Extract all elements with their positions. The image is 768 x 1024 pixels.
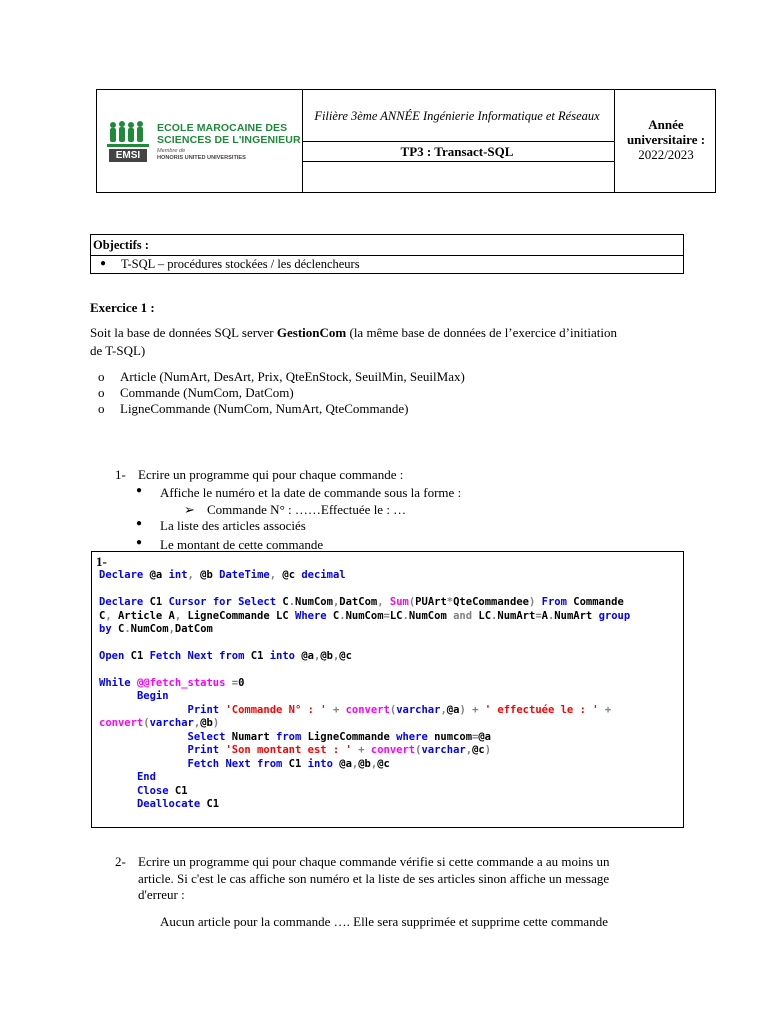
code-number: 1-: [96, 554, 107, 569]
exercice-intro: [90, 325, 617, 341]
q2-error-message: Aucun article pour la commande …. Elle sera supprimée et supprime cette commande: [160, 914, 608, 929]
code-line: Declare @a int, @b DateTime, @c decimal: [99, 569, 346, 581]
code-line: Fetch Next from C1 into @a,@b,@c: [187, 758, 390, 770]
logo-acronym: EMSI: [115, 150, 141, 161]
arrow-bullet-icon: ➢: [184, 502, 195, 517]
code-line: End: [136, 771, 156, 783]
q1-bullet2: La liste des articles associés: [160, 518, 306, 533]
code-line: Print 'Son montant est : ' + convert(varchar,@c): [187, 744, 492, 756]
code-line: Declare C1 Cursor for Select C.NumCom,DatCom, Sum(PUArt*QteCommandee) From Commande: [99, 596, 624, 608]
code-line: Print 'Commande N° : ' + convert(varchar,@a) + ' effectuée le : ' +: [187, 704, 612, 716]
exercice-intro-line2: de T-SQL): [90, 343, 146, 358]
code-line: Select Numart from LigneCommande where numcom=@a: [187, 731, 492, 743]
code-line: C, Article A, LigneCommande LC Where C.NumCom=LC.NumCom and LC.NumArt=A.NumArt group: [99, 610, 631, 622]
table-commande: Commande (NumCom, DatCom): [120, 385, 294, 400]
code-line: by C.NumCom,DatCom: [99, 623, 213, 635]
academic-year-value: 2022/2023: [638, 147, 694, 162]
code-line: Deallocate C1: [136, 798, 220, 810]
filiere-label: Filière 3ème ANNÉE Ingénierie Informatique et Réseaux: [314, 109, 600, 123]
code-line: Open C1 Fetch Next from C1 into @a,@b,@c: [99, 650, 352, 662]
header-divider: [302, 141, 614, 142]
objectifs-title: Objectifs :: [93, 238, 149, 252]
code-line: convert(varchar,@b): [99, 717, 220, 729]
table-article: Article (NumArt, DesArt, Prix, QteEnStock, SeuilMin, SeuilMax): [120, 369, 465, 384]
list-marker: o: [98, 401, 105, 416]
code-block: [91, 551, 684, 828]
academic-year: [617, 117, 715, 162]
header-divider: [302, 161, 614, 162]
network-line: [157, 148, 246, 162]
header-table: [96, 89, 716, 193]
tp-title: TP3 : Transact-SQL: [400, 144, 514, 159]
q1-format: Commande N° : ……Effectuée le : …: [207, 502, 407, 517]
bullet-icon: ●: [136, 537, 143, 548]
header-divider: [614, 90, 615, 192]
table-lignecommande: LigneCommande (NumCom, NumArt, QteCommande): [120, 401, 409, 416]
network-name: HONORIS UNITED UNIVERSITIES: [157, 155, 246, 161]
q1-bullet1: Affiche le numéro et la date de commande sous la forme :: [160, 485, 462, 500]
code-line: Close C1: [136, 785, 188, 797]
bullet-icon: ●: [100, 258, 107, 269]
q1-text: Ecrire un programme qui pour chaque commande :: [138, 467, 404, 482]
school-name: [157, 122, 301, 146]
code-line: Begin: [136, 690, 169, 702]
objectifs-item: T-SQL – procédures stockées / les déclencheurs: [121, 257, 360, 271]
school-name-line2: SCIENCES DE L'INGENIEUR: [157, 134, 301, 146]
school-name-line1: ECOLE MAROCAINE DES: [157, 122, 288, 134]
member-of: Membre de: [157, 148, 186, 154]
bullet-icon: ●: [136, 485, 143, 496]
intro-text-cont: (la même base de données de l’exercice d’initiation: [346, 325, 617, 340]
q2-text-line3: d'erreur :: [138, 887, 185, 902]
q1-number: 1-: [115, 467, 126, 482]
exercice-title: Exercice 1 :: [90, 300, 155, 315]
emsi-logo: [107, 120, 301, 164]
list-marker: o: [98, 385, 105, 400]
q2-text-line1: Ecrire un programme qui pour chaque commande vérifie si cette commande a au moins un: [138, 854, 610, 869]
intro-text: Soit la base de données SQL server: [90, 325, 277, 340]
academic-year-label: Année universitaire :: [626, 117, 706, 147]
bullet-icon: ●: [136, 518, 143, 529]
objectifs-box: [90, 234, 684, 274]
q2-text-line2: article. Si c'est le cas affiche son numéro et la liste de ses articles sinon affiche un message: [138, 871, 610, 886]
objectifs-header-row: [91, 235, 683, 256]
database-name: GestionCom: [276, 325, 347, 340]
q2-number: 2-: [115, 854, 126, 869]
list-marker: o: [98, 369, 105, 384]
code-line: While @@fetch_status =0: [99, 677, 245, 689]
q1-bullet3: Le montant de cette commande: [160, 537, 324, 552]
